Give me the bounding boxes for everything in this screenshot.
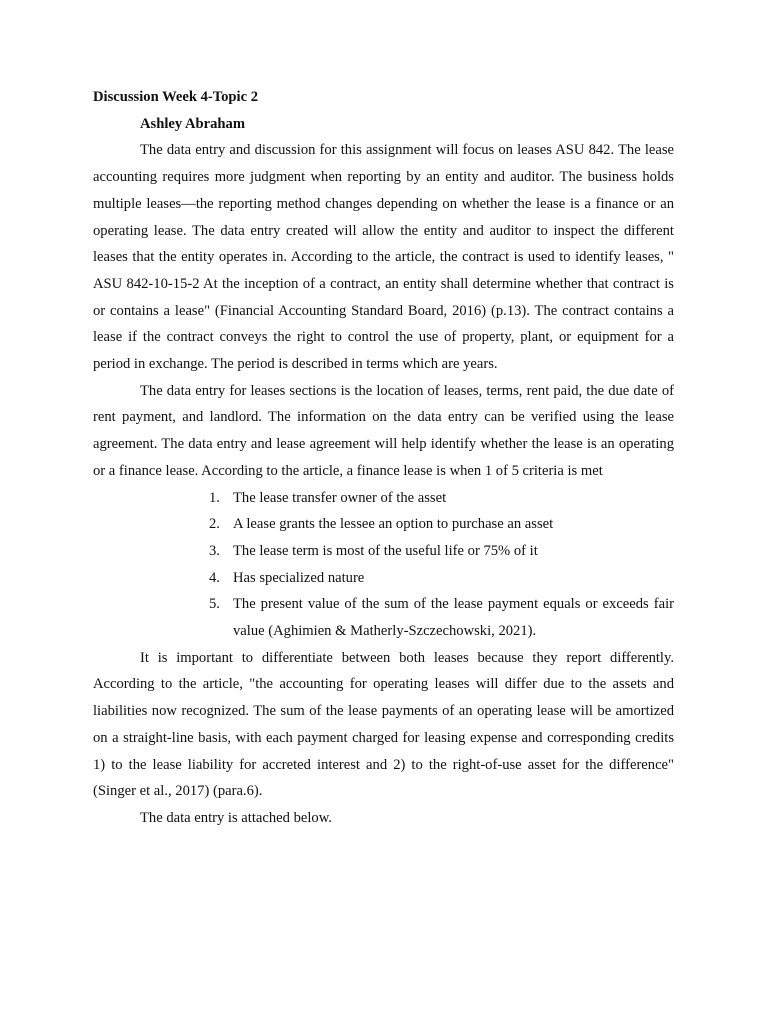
- document-title: Discussion Week 4-Topic 2: [93, 89, 259, 105]
- list-item: [209, 591, 674, 644]
- list-item: [209, 485, 674, 512]
- list-item-text: The lease transfer owner of the asset: [233, 489, 447, 506]
- paragraph-closing: The data entry is attached below.: [140, 809, 332, 826]
- list-item-text: A lease grants the lessee an option to purchase an asset: [233, 516, 554, 533]
- list-item-text: Has specialized nature: [233, 569, 365, 586]
- paragraph-data-entry: The data entry for leases sections is the location of leases, terms, rent paid, the due date of rent payment, and landlord. The information on the data entry can be verified using the lease agreement. The data entry and lease agreement will help identify whether the lease is an operating or a finance lease. According to the article, a finance lease is when 1 of 5 criteria is met: [93, 382, 674, 479]
- list-item-number: 5.: [209, 596, 220, 613]
- finance-lease-criteria-list: [93, 485, 674, 645]
- list-item-number: 2.: [209, 516, 220, 533]
- list-item-text: The lease term is most of the useful life or 75% of it: [233, 542, 538, 559]
- paragraph-differentiation: It is important to differentiate between both leases because they report differently. According to the article, "the accounting for operating leases will differ due to the assets and liabilities now recognized. The sum of the lease payments of an operating lease will be amortized on a straight-line basis, with each payment charged for leasing expense and corresponding credits 1) to the lease liability for accreted interest and 2) to the right-of-use asset for the difference" (Singer et al., 2017) (para.6).: [93, 649, 674, 800]
- list-item-number: 3.: [209, 542, 220, 559]
- list-item-number: 1.: [209, 489, 220, 506]
- list-item: [209, 538, 674, 565]
- author-name: Ashley Abraham: [140, 115, 246, 132]
- document-body: [93, 84, 674, 832]
- list-item: [209, 511, 674, 538]
- paragraph-intro: The data entry and discussion for this assignment will focus on leases ASU 842. The lease accounting requires more judgment when reporting by an entity and auditor. The business holds multiple leases—the reporting method changes depending on whether the lease is a finance or an operating lease. The data entry created will allow the entity and auditor to inspect the different leases that the entity operates in. According to the article, the contract is used to identify leases, " ASU 842-10-15-2 At the inception of a contract, an entity shall determine whether that contract is or contains a lease" (Financial Accounting Standard Board, 2016) (p.13). The contract contains a lease if the contract conveys the right to control the use of property, plant, or equipment for a period in exchange. The period is described in terms which are years.: [93, 142, 674, 373]
- list-item-text: The present value of the sum of the lease payment equals or exceeds fair value (Aghimien & Matherly-Szczechowski, 2021).: [233, 596, 674, 640]
- list-item-number: 4.: [209, 569, 220, 586]
- list-item: [209, 565, 674, 592]
